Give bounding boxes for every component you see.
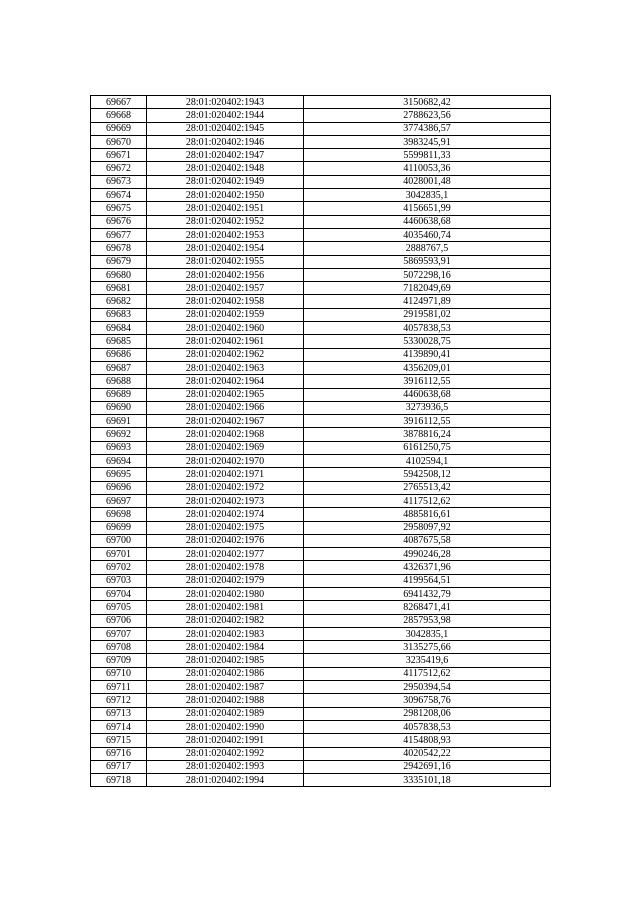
row-number-cell: 69674 [91,189,147,202]
cadastral-value-cell: 4102594,1 [304,455,551,468]
cadastral-number-cell: 28:01:020402:1985 [147,654,304,667]
table-row [91,428,551,441]
table-row [91,415,551,428]
cadastral-number-cell: 28:01:020402:1964 [147,375,304,388]
cadastral-number-cell: 28:01:020402:1992 [147,747,304,760]
table-row [91,681,551,694]
row-number-cell: 69718 [91,774,147,787]
row-number-cell: 69690 [91,401,147,414]
cadastral-number-cell: 28:01:020402:1979 [147,574,304,587]
row-number-cell: 69679 [91,255,147,268]
table-row [91,627,551,640]
row-number-cell: 69683 [91,308,147,321]
cadastral-value-cell: 3273936,5 [304,401,551,414]
row-number-cell: 69682 [91,295,147,308]
table-row [91,96,551,109]
cadastral-value-cell: 3135275,66 [304,641,551,654]
cadastral-number-cell: 28:01:020402:1969 [147,441,304,454]
cadastral-number-cell: 28:01:020402:1990 [147,720,304,733]
row-number-cell: 69691 [91,415,147,428]
cadastral-number-cell: 28:01:020402:1962 [147,348,304,361]
table-row [91,574,551,587]
cadastral-number-cell: 28:01:020402:1954 [147,242,304,255]
cadastral-value-cell: 3878816,24 [304,428,551,441]
cadastral-value-cell: 4154808,93 [304,734,551,747]
row-number-cell: 69689 [91,388,147,401]
table-row [91,455,551,468]
cadastral-value-table [90,95,551,787]
row-number-cell: 69712 [91,694,147,707]
cadastral-number-cell: 28:01:020402:1960 [147,322,304,335]
cadastral-number-cell: 28:01:020402:1984 [147,641,304,654]
cadastral-number-cell: 28:01:020402:1971 [147,468,304,481]
row-number-cell: 69707 [91,627,147,640]
row-number-cell: 69708 [91,641,147,654]
row-number-cell: 69705 [91,601,147,614]
cadastral-value-cell: 4326371,96 [304,561,551,574]
cadastral-value-cell: 7182049,69 [304,282,551,295]
cadastral-value-cell: 4117512,62 [304,494,551,507]
table-row [91,521,551,534]
cadastral-number-cell: 28:01:020402:1988 [147,694,304,707]
table-row [91,308,551,321]
row-number-cell: 69710 [91,667,147,680]
row-number-cell: 69695 [91,468,147,481]
cadastral-number-cell: 28:01:020402:1952 [147,215,304,228]
cadastral-value-cell: 3096758,76 [304,694,551,707]
cadastral-value-cell: 3774386,57 [304,122,551,135]
table-row [91,601,551,614]
cadastral-number-cell: 28:01:020402:1994 [147,774,304,787]
cadastral-value-cell: 4156651,99 [304,202,551,215]
cadastral-number-cell: 28:01:020402:1965 [147,388,304,401]
table-row [91,295,551,308]
table-row [91,335,551,348]
cadastral-number-cell: 28:01:020402:1943 [147,96,304,109]
cadastral-value-cell: 2942691,16 [304,760,551,773]
table-row [91,747,551,760]
row-number-cell: 69667 [91,96,147,109]
table-body [91,96,551,787]
row-number-cell: 69668 [91,109,147,122]
row-number-cell: 69701 [91,548,147,561]
cadastral-number-cell: 28:01:020402:1968 [147,428,304,441]
table-row [91,322,551,335]
row-number-cell: 69684 [91,322,147,335]
row-number-cell: 69677 [91,228,147,241]
cadastral-value-cell: 4199564,51 [304,574,551,587]
cadastral-number-cell: 28:01:020402:1972 [147,481,304,494]
table-row [91,202,551,215]
table-row [91,641,551,654]
cadastral-value-cell: 2981208,06 [304,707,551,720]
cadastral-value-cell: 5942508,12 [304,468,551,481]
cadastral-number-cell: 28:01:020402:1944 [147,109,304,122]
cadastral-value-cell: 4124971,89 [304,295,551,308]
table-row [91,468,551,481]
cadastral-number-cell: 28:01:020402:1946 [147,135,304,148]
table-row [91,508,551,521]
table-row [91,375,551,388]
cadastral-number-cell: 28:01:020402:1975 [147,521,304,534]
row-number-cell: 69687 [91,361,147,374]
row-number-cell: 69670 [91,135,147,148]
row-number-cell: 69696 [91,481,147,494]
cadastral-number-cell: 28:01:020402:1987 [147,681,304,694]
cadastral-number-cell: 28:01:020402:1951 [147,202,304,215]
cadastral-number-cell: 28:01:020402:1947 [147,149,304,162]
row-number-cell: 69706 [91,614,147,627]
row-number-cell: 69700 [91,534,147,547]
cadastral-number-cell: 28:01:020402:1967 [147,415,304,428]
cadastral-number-cell: 28:01:020402:1966 [147,401,304,414]
table-row [91,228,551,241]
cadastral-number-cell: 28:01:020402:1959 [147,308,304,321]
table-row [91,122,551,135]
table-row [91,189,551,202]
table-row [91,361,551,374]
row-number-cell: 69703 [91,574,147,587]
table-row [91,667,551,680]
cadastral-number-cell: 28:01:020402:1948 [147,162,304,175]
cadastral-value-cell: 5599811,33 [304,149,551,162]
cadastral-number-cell: 28:01:020402:1961 [147,335,304,348]
cadastral-number-cell: 28:01:020402:1974 [147,508,304,521]
cadastral-number-cell: 28:01:020402:1949 [147,175,304,188]
cadastral-value-cell: 2788623,56 [304,109,551,122]
cadastral-number-cell: 28:01:020402:1956 [147,268,304,281]
cadastral-number-cell: 28:01:020402:1976 [147,534,304,547]
cadastral-number-cell: 28:01:020402:1978 [147,561,304,574]
table-row [91,268,551,281]
table-row [91,534,551,547]
row-number-cell: 69693 [91,441,147,454]
row-number-cell: 69680 [91,268,147,281]
cadastral-value-cell: 4057838,53 [304,322,551,335]
table-row [91,348,551,361]
row-number-cell: 69685 [91,335,147,348]
cadastral-number-cell: 28:01:020402:1945 [147,122,304,135]
cadastral-value-cell: 4035460,74 [304,228,551,241]
row-number-cell: 69672 [91,162,147,175]
table-row [91,760,551,773]
cadastral-value-cell: 2765513,42 [304,481,551,494]
row-number-cell: 69686 [91,348,147,361]
cadastral-value-cell: 2950394,54 [304,681,551,694]
cadastral-value-cell: 3983245,91 [304,135,551,148]
table-row [91,494,551,507]
row-number-cell: 69676 [91,215,147,228]
cadastral-value-cell: 2857953,98 [304,614,551,627]
cadastral-value-cell: 3150682,42 [304,96,551,109]
cadastral-value-cell: 6941432,79 [304,587,551,600]
cadastral-number-cell: 28:01:020402:1953 [147,228,304,241]
cadastral-value-cell: 3235419,6 [304,654,551,667]
cadastral-value-cell: 5330028,75 [304,335,551,348]
row-number-cell: 69716 [91,747,147,760]
row-number-cell: 69671 [91,149,147,162]
cadastral-value-cell: 4057838,53 [304,720,551,733]
cadastral-number-cell: 28:01:020402:1986 [147,667,304,680]
cadastral-value-cell: 4117512,62 [304,667,551,680]
row-number-cell: 69692 [91,428,147,441]
table-row [91,734,551,747]
cadastral-value-cell: 4028001,48 [304,175,551,188]
table-row [91,481,551,494]
table-row [91,109,551,122]
cadastral-value-cell: 2888767,5 [304,242,551,255]
cadastral-number-cell: 28:01:020402:1977 [147,548,304,561]
row-number-cell: 69694 [91,455,147,468]
cadastral-value-cell: 3335101,18 [304,774,551,787]
cadastral-number-cell: 28:01:020402:1981 [147,601,304,614]
table-row [91,720,551,733]
row-number-cell: 69698 [91,508,147,521]
cadastral-number-cell: 28:01:020402:1989 [147,707,304,720]
cadastral-number-cell: 28:01:020402:1980 [147,587,304,600]
table-row [91,694,551,707]
table-row [91,441,551,454]
table-row [91,162,551,175]
cadastral-value-cell: 3042835,1 [304,189,551,202]
cadastral-value-cell: 4110053,36 [304,162,551,175]
row-number-cell: 69717 [91,760,147,773]
row-number-cell: 69702 [91,561,147,574]
row-number-cell: 69675 [91,202,147,215]
cadastral-value-cell: 5072298,16 [304,268,551,281]
table-row [91,401,551,414]
cadastral-value-cell: 3916112,55 [304,375,551,388]
cadastral-value-cell: 6161250,75 [304,441,551,454]
table-row [91,135,551,148]
row-number-cell: 69713 [91,707,147,720]
cadastral-number-cell: 28:01:020402:1963 [147,361,304,374]
table-row [91,282,551,295]
cadastral-value-cell: 8268471,41 [304,601,551,614]
row-number-cell: 69678 [91,242,147,255]
cadastral-value-cell: 4356209,01 [304,361,551,374]
row-number-cell: 69711 [91,681,147,694]
cadastral-number-cell: 28:01:020402:1955 [147,255,304,268]
table-row [91,255,551,268]
table-row [91,149,551,162]
table-row [91,774,551,787]
cadastral-value-cell: 4990246,28 [304,548,551,561]
row-number-cell: 69681 [91,282,147,295]
row-number-cell: 69709 [91,654,147,667]
cadastral-number-cell: 28:01:020402:1958 [147,295,304,308]
cadastral-value-cell: 4460638,68 [304,388,551,401]
row-number-cell: 69673 [91,175,147,188]
cadastral-number-cell: 28:01:020402:1957 [147,282,304,295]
cadastral-value-cell: 2958097,92 [304,521,551,534]
cadastral-number-cell: 28:01:020402:1982 [147,614,304,627]
cadastral-value-cell: 4885816,61 [304,508,551,521]
cadastral-value-cell: 5869593,91 [304,255,551,268]
cadastral-number-cell: 28:01:020402:1991 [147,734,304,747]
cadastral-value-cell: 4139890,41 [304,348,551,361]
table-row [91,215,551,228]
row-number-cell: 69715 [91,734,147,747]
row-number-cell: 69699 [91,521,147,534]
cadastral-value-cell: 3916112,55 [304,415,551,428]
cadastral-value-cell: 4460638,68 [304,215,551,228]
cadastral-value-cell: 3042835,1 [304,627,551,640]
table-row [91,175,551,188]
cadastral-number-cell: 28:01:020402:1973 [147,494,304,507]
table-row [91,548,551,561]
table-row [91,614,551,627]
table-row [91,654,551,667]
row-number-cell: 69704 [91,587,147,600]
table-row [91,587,551,600]
cadastral-number-cell: 28:01:020402:1970 [147,455,304,468]
table-row [91,388,551,401]
cadastral-value-cell: 4087675,58 [304,534,551,547]
table-row [91,707,551,720]
row-number-cell: 69669 [91,122,147,135]
row-number-cell: 69714 [91,720,147,733]
table-row [91,242,551,255]
cadastral-number-cell: 28:01:020402:1950 [147,189,304,202]
table-row [91,561,551,574]
cadastral-value-cell: 2919581,02 [304,308,551,321]
cadastral-number-cell: 28:01:020402:1993 [147,760,304,773]
row-number-cell: 69697 [91,494,147,507]
cadastral-number-cell: 28:01:020402:1983 [147,627,304,640]
cadastral-value-cell: 4020542,22 [304,747,551,760]
row-number-cell: 69688 [91,375,147,388]
